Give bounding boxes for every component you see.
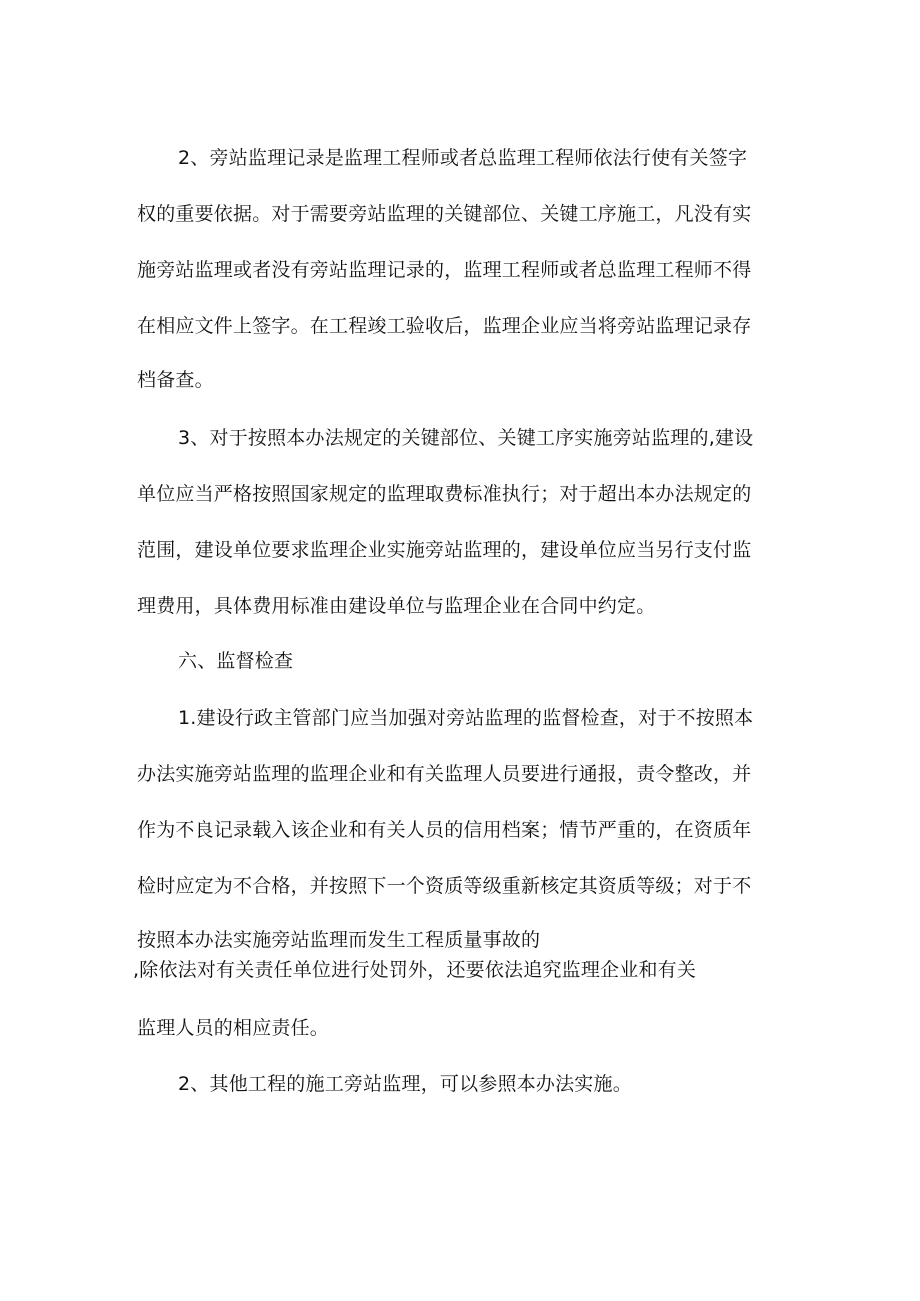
- paragraph-line: 单位应当严格按照国家规定的监理取费标准执行；对于超出本办法规定的: [137, 483, 752, 505]
- paragraph-line: 按照本办法实施旁站监理而发生工程质量事故的: [137, 929, 541, 951]
- paragraph-line: 2、其他工程的施工旁站监理，可以参照本办法实施。: [178, 1073, 632, 1095]
- paragraph-line: 监理人员的相应责任。: [137, 1017, 330, 1039]
- paragraph-line: 范围，建设单位要求监理企业实施旁站监理的，建设单位应当另行支付监: [137, 539, 752, 561]
- paragraph-line: 档备查。: [137, 369, 214, 391]
- paragraph-line: 办法实施旁站监理的监理企业和有关监理人员要进行通报，责令整改，并: [137, 763, 752, 785]
- paragraph-line: ,除依法对有关责任单位进行处罚外，还要依法追究监理企业和有关: [133, 959, 697, 981]
- paragraph-line: 检时应定为不合格，并按照下一个资质等级重新核定其资质等级；对于不: [137, 875, 752, 897]
- paragraph-line: 2、旁站监理记录是监理工程师或者总监理工程师依法行使有关签字: [178, 147, 748, 169]
- paragraph-line: 权的重要依据。对于需要旁站监理的关键部位、关键工序施工，凡没有实: [137, 203, 752, 225]
- section-heading: 六、监督检查: [178, 650, 294, 672]
- paragraph-line: 作为不良记录载入该企业和有关人员的信用档案；情节严重的，在资质年: [137, 819, 752, 841]
- paragraph-line: 在相应文件上签字。在工程竣工验收后，监理企业应当将旁站监理记录存: [137, 315, 752, 337]
- paragraph-line: 施旁站监理或者没有旁站监理记录的，监理工程师或者总监理工程师不得: [137, 259, 752, 281]
- paragraph-line: 3、对于按照本办法规定的关键部位、关键工序实施旁站监理的,建设: [178, 427, 754, 449]
- paragraph-line: 理费用，具体费用标准由建设单位与监理企业在合同中约定。: [137, 595, 656, 617]
- paragraph-line: 1.建设行政主管部门应当加强对旁站监理的监督检查，对于不按照本: [178, 707, 754, 729]
